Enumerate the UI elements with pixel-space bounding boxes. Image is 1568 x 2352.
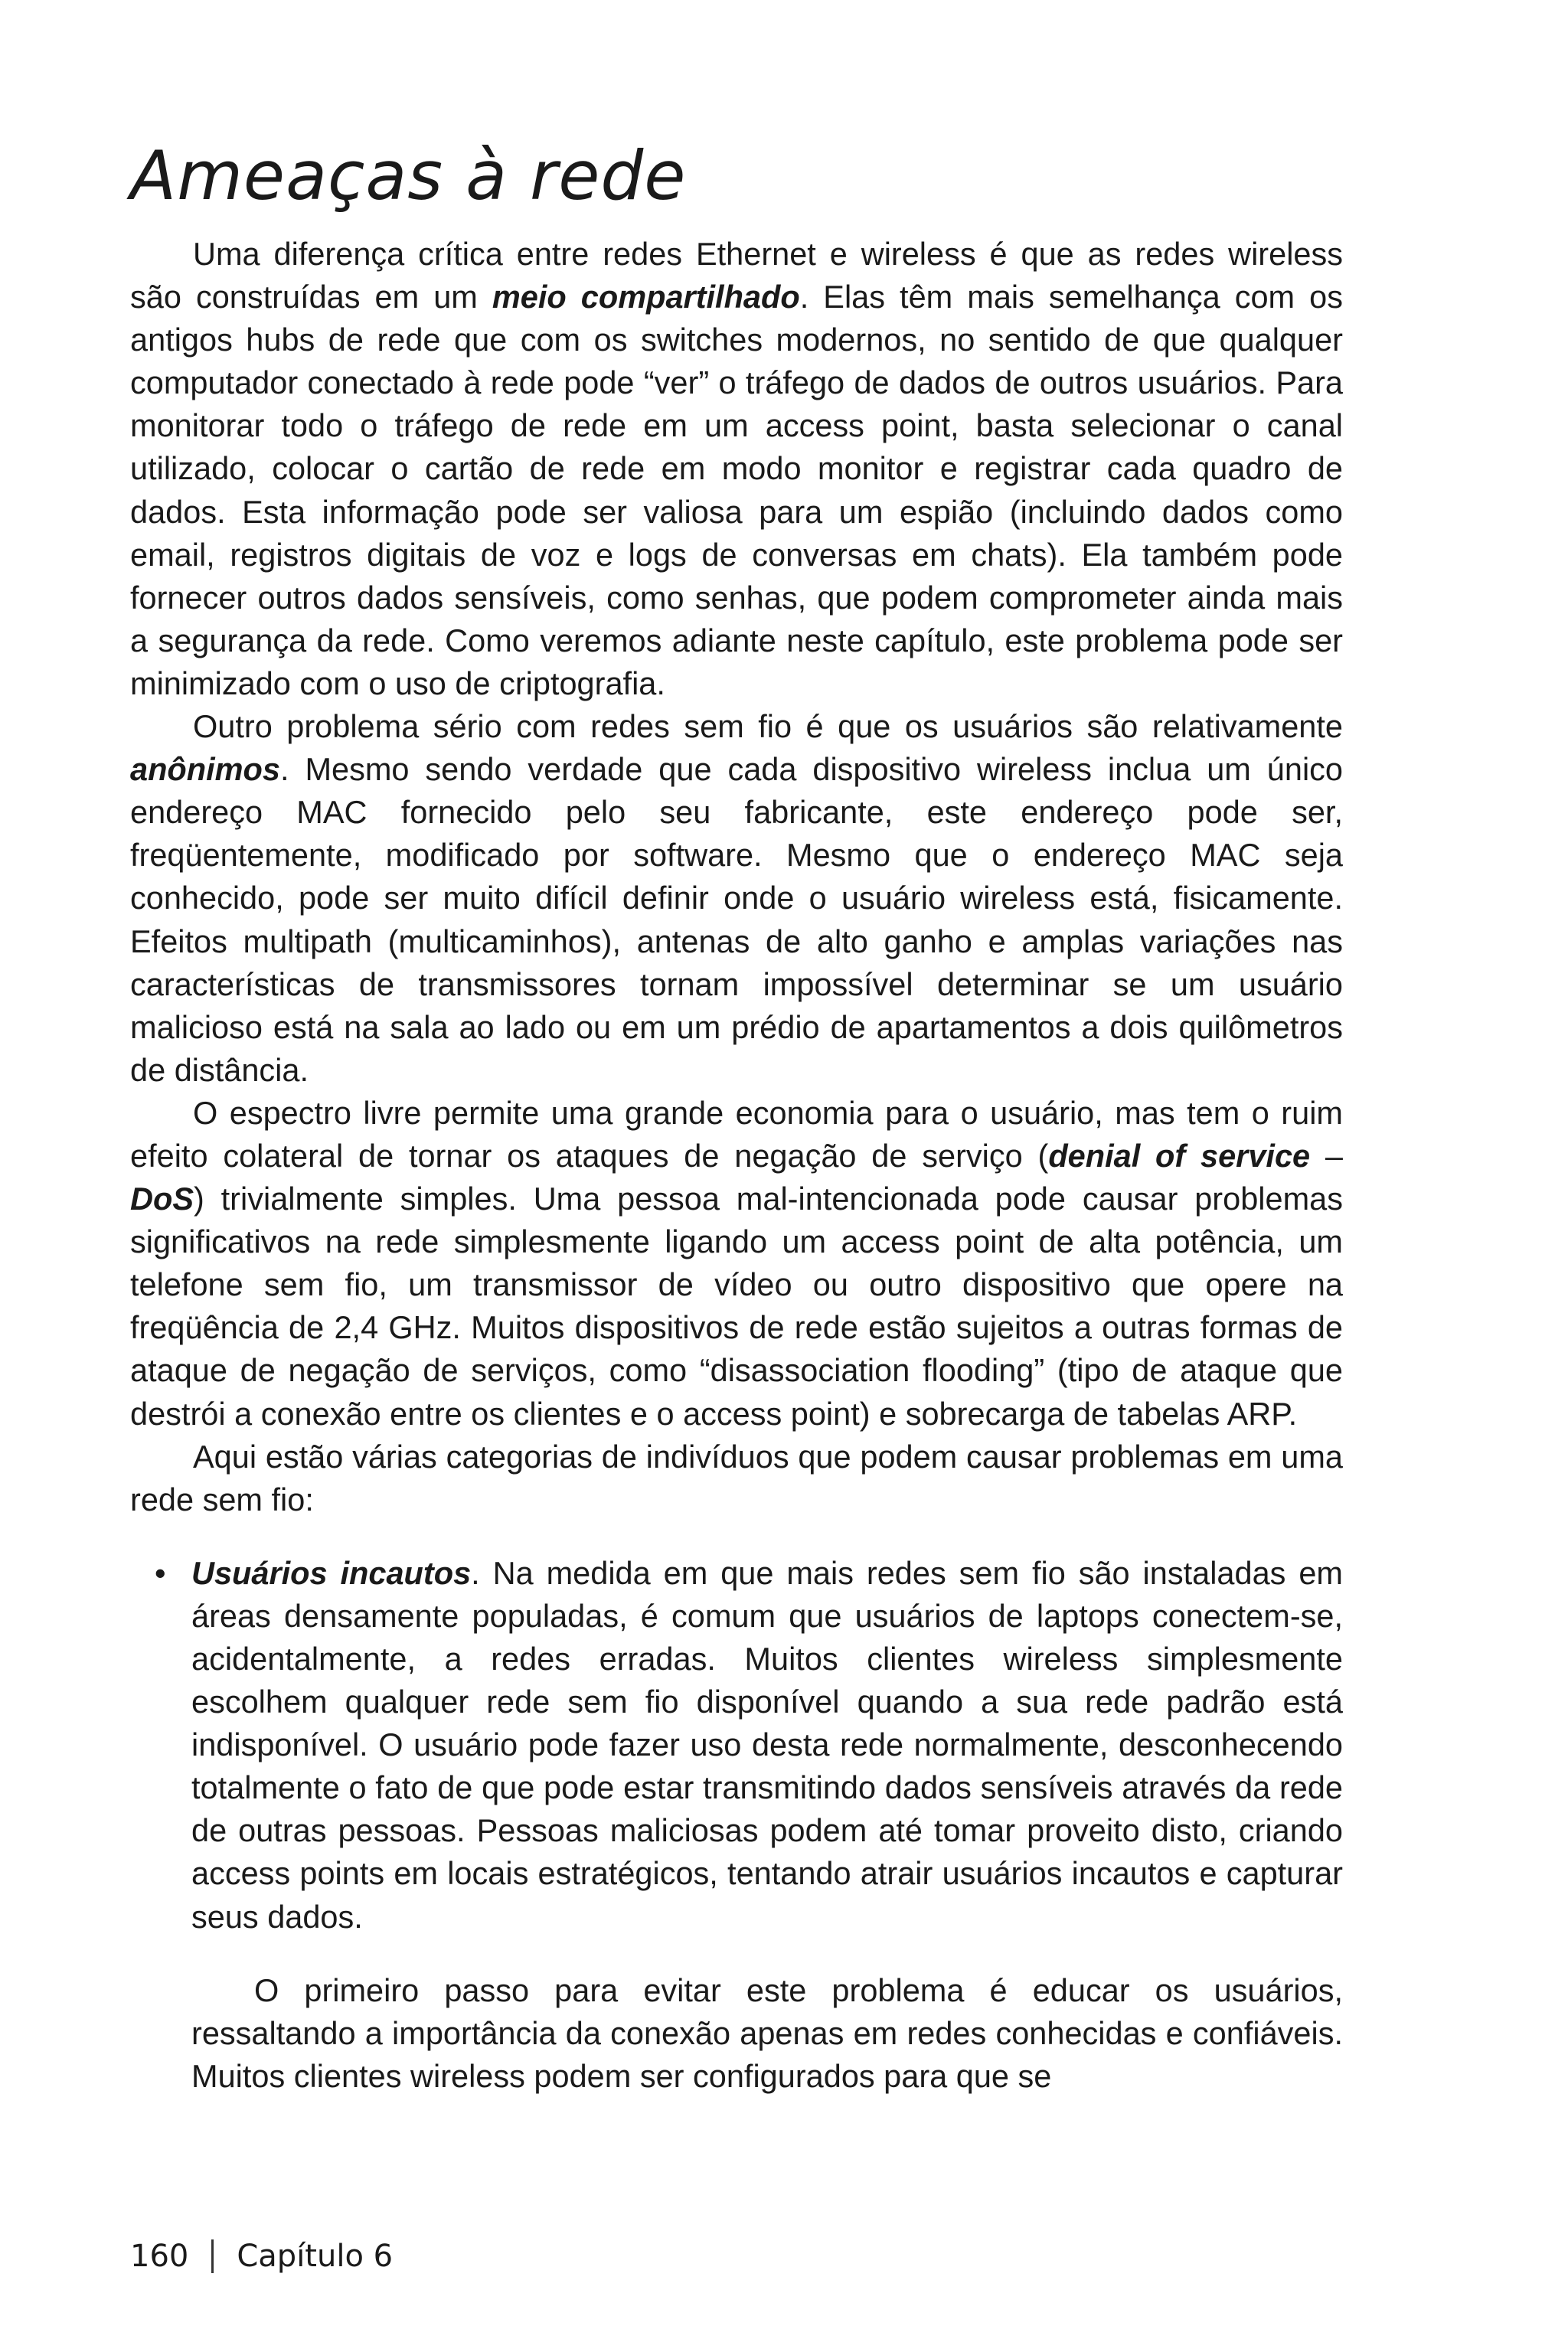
paragraph-1-text-a: Uma diferença crítica entre redes Ethernet e wireless é que as redes wireless são construídas em um	[130, 236, 1343, 315]
paragraph-2-text-b: . Mesmo sendo verdade que cada dispositivo wireless inclua um único endereço MAC fornecido pelo seu fabricante, este endereço pode ser, freqüentemente, modificado por software. Mesmo que o endereço MAC seja conhecido, pode ser muito difícil definir onde o usuário wireless está, fisicamente. Efeitos multipath (multicaminhos), antenas de alto ganho e amplas variações nas características de transmissores tornam impossível determinar se um usuário malicioso está na sala ao lado ou em um prédio de apartamentos a dois quilômetros de distância.	[130, 751, 1343, 1088]
paragraph-3-emphasis-b: DoS	[130, 1181, 194, 1217]
section-title: Ameaças à rede	[130, 136, 687, 215]
list-item-text: . Na medida em que mais redes sem fio são instaladas em áreas densamente populadas, é comum que usuários de laptops conectem-se, acidentalmente, a redes erradas. Muitos clientes wireless simplesmente escolhem qualquer rede sem fio disponível quando a sua rede padrão está indisponível. O usuário pode fazer uso desta rede normalmente, desconhecendo totalmente o fato de que pode estar transmitindo dados sensíveis através da rede de outras pessoas. Pessoas maliciosas podem até tomar proveito disto, criando access points em locais estratégicos, tentando atrair usuários incautos e capturar seus dados.	[191, 1554, 1343, 1935]
paragraph-3-emphasis-a: denial of service	[1048, 1137, 1311, 1174]
paragraph-2-text-a: Outro problema sério com redes sem fio é que os usuários são relativamente	[193, 708, 1343, 745]
page-footer	[130, 2237, 393, 2275]
list-item	[155, 1552, 1343, 1939]
paragraph-3-text-c: ) trivialmente simples. Uma pessoa mal-intencionada pode causar problemas significativos na rede simplesmente ligando um access point de alta potência, um telefone sem fio, um transmissor de vídeo ou outro dispositivo que opere na freqüência de 2,4 GHz. Muitos dispositivos de rede estão sujeitos a outras formas de ataque de negação de serviços, como “disassociation flooding” (tipo de ataque que destrói a conexão entre os clientes e o access point) e sobrecarga de tabelas ARP.	[130, 1181, 1343, 1432]
paragraph-2	[130, 705, 1343, 1092]
paragraph-3	[130, 1092, 1343, 1436]
page-number: 160	[130, 2239, 189, 2274]
list-item-term: Usuários incautos	[191, 1554, 472, 1591]
paragraph-1-emphasis: meio compartilhado	[492, 279, 800, 315]
paragraph-2-emphasis: anônimos	[130, 751, 280, 788]
paragraph-5: O primeiro passo para evitar este problema é educar os usuários, ressaltando a importância da conexão apenas em redes conhecidas e confiáveis. Muitos clientes wireless podem ser configurados para que se	[191, 1971, 1343, 2094]
paragraph-3-text-b: –	[1310, 1137, 1343, 1174]
chapter-label: Capítulo 6	[237, 2239, 394, 2274]
paragraph-4: Aqui estão várias categorias de indivíduos que podem causar problemas em uma rede sem fio:	[130, 1438, 1343, 1517]
bullet-list	[130, 1552, 1343, 1939]
footer-separator	[211, 2239, 214, 2273]
paragraph-1	[130, 233, 1343, 705]
page-content	[130, 130, 1343, 2098]
paragraph-3-text-a: O espectro livre permite uma grande economia para o usuário, mas tem o ruim efeito colateral de tornar os ataques de negação de serviço (	[130, 1094, 1343, 1174]
bullet-marker: •	[155, 1554, 166, 1591]
paragraph-1-text-b: . Elas têm mais semelhança com os antigos hubs de rede que com os switches modernos, no sentido de que qualquer computador conectado à rede pode “ver” o tráfego de dados de outros usuários. Para monitorar todo o tráfego de rede em um access point, basta selecionar o canal utilizado, colocar o cartão de rede em modo monitor e registrar cada quadro de dados. Esta informação pode ser valiosa para um espião (incluindo dados como email, registros digitais de voz e logs de conversas em chats). Ela também pode fornecer outros dados sensíveis, como senhas, que podem comprometer ainda mais a segurança da rede. Como veremos adiante neste capítulo, este problema pode ser minimizado com o uso de criptografia.	[130, 279, 1343, 701]
